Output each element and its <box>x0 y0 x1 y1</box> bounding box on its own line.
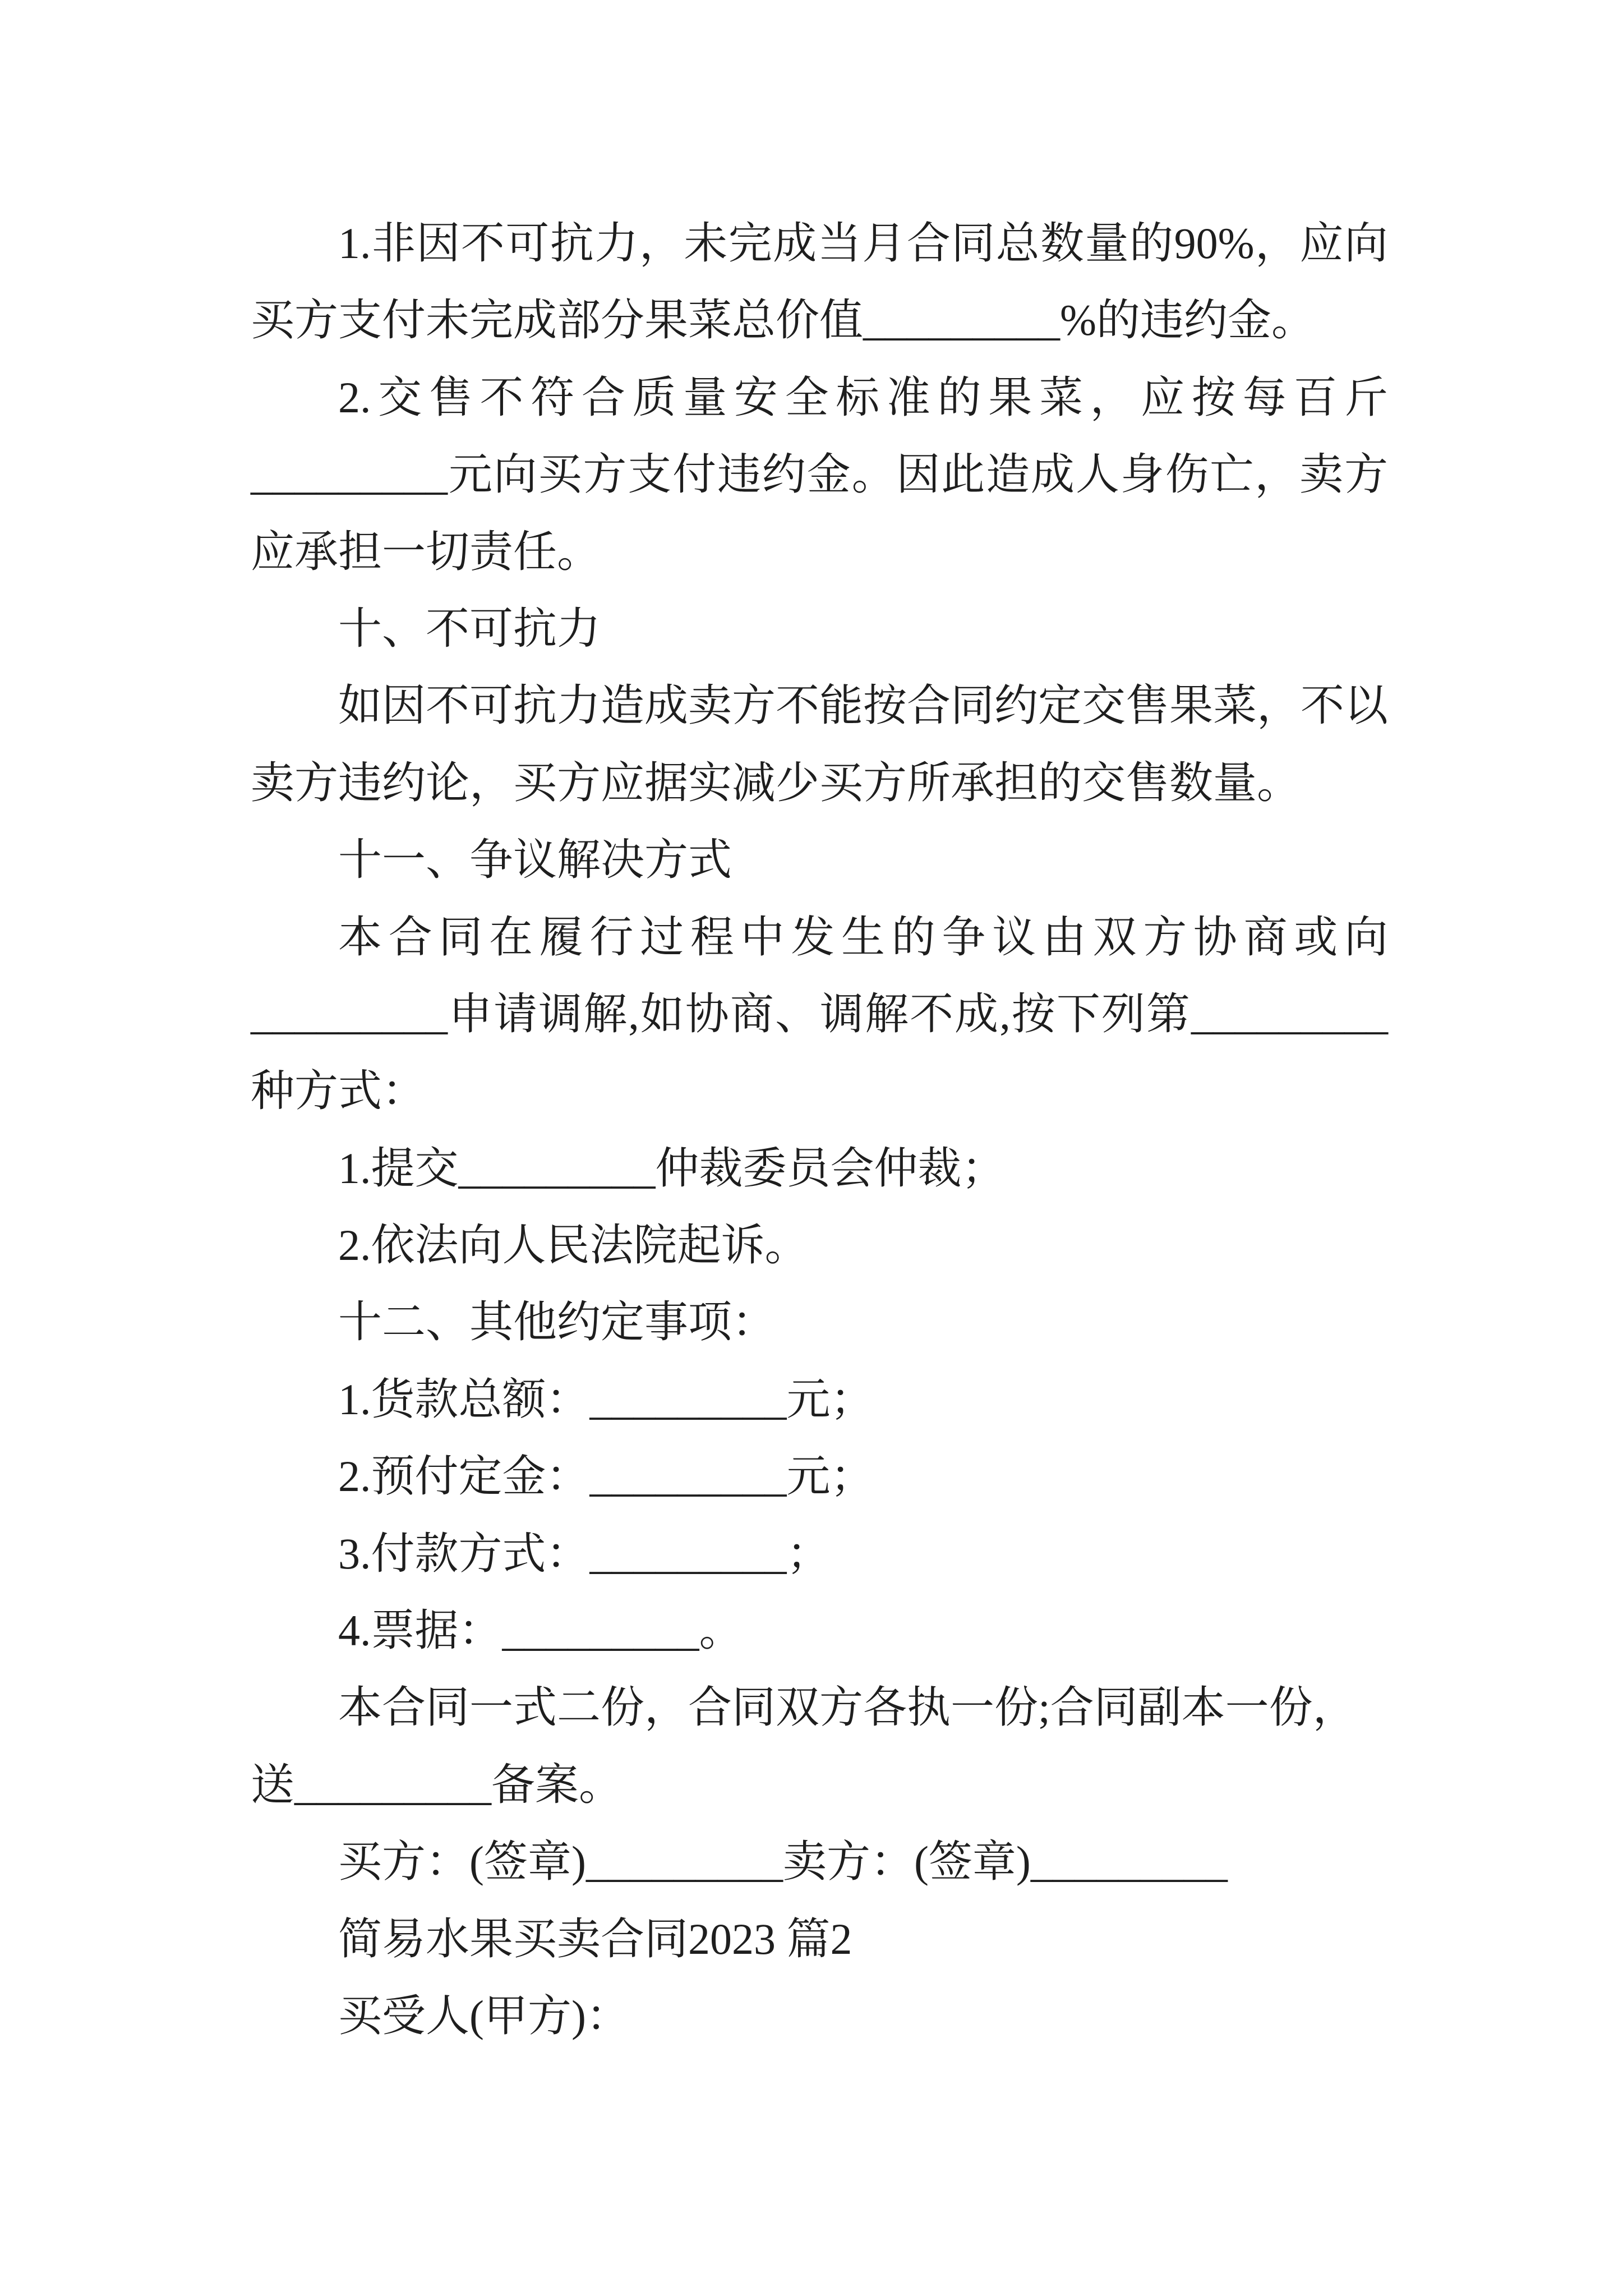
clause-line: 卖方违约论，买方应据实减少买方所承担的交售数量。 <box>251 758 1301 807</box>
clause-line: 本合同在履行过程中发生的争议由双方协商或向 <box>338 912 1388 961</box>
term-payment-method: 3.付款方式：_________； <box>338 1529 831 1578</box>
section-heading-dispute-resolution: 十一、争议解决方式 <box>338 835 732 885</box>
clause-line: _________申请调解,如协商、调解不成,按下列第_________ <box>251 989 1388 1038</box>
term-total-payment: 1.货款总额：_________元； <box>338 1374 874 1424</box>
section-heading-force-majeure: 十、不可抗力 <box>338 604 601 653</box>
next-document-title: 简易水果买卖合同2023 篇2 <box>338 1914 852 1963</box>
dispute-option-arbitration: 1.提交_________仲裁委员会仲裁； <box>338 1143 1006 1193</box>
penalty-clause-1 <box>251 205 1388 359</box>
term-invoice: 4.票据：_________。 <box>338 1606 743 1655</box>
signature-line <box>251 1823 1388 1900</box>
clause-line: 1.非因不可抗力，未完成当月合同总数量的90%，应向 <box>338 219 1388 268</box>
dispute-resolution-body <box>251 899 1388 1130</box>
clause-line: 如因不可抗力造成卖方不能按合同约定交售果菜，不以 <box>338 681 1389 730</box>
document-body <box>251 205 1388 2054</box>
clause-line: 买方支付未完成部分果菜总价值_________%的违约金。 <box>251 296 1315 345</box>
clause-line: 应承担一切责任。 <box>251 527 601 576</box>
buyer-party-label: 买受人(甲方)： <box>338 1991 630 2040</box>
term-deposit: 2.预付定金：_________元； <box>338 1452 874 1501</box>
buyer-signature: 买方：(签章)_________ <box>338 1837 783 1887</box>
clause-line: 2.交售不符合质量安全标准的果菜，应按每百斤 <box>338 372 1388 422</box>
clause-line: _________元向买方支付违约金。因此造成人身伤亡，卖方 <box>251 450 1388 499</box>
section-heading-other-terms: 十二、其他约定事项： <box>338 1297 776 1347</box>
force-majeure-body <box>251 667 1388 821</box>
seller-signature: 卖方：(签章)_________ <box>782 1837 1228 1887</box>
clause-line: 本合同一式二份，合同双方各执一份;合同副本一份， <box>338 1683 1357 1732</box>
penalty-clause-2 <box>251 359 1388 590</box>
copies-clause <box>251 1669 1388 1823</box>
clause-line: 种方式： <box>251 1066 426 1116</box>
clause-line: 送_________备案。 <box>251 1760 623 1809</box>
dispute-option-lawsuit: 2.依法向人民法院起诉。 <box>338 1221 809 1270</box>
